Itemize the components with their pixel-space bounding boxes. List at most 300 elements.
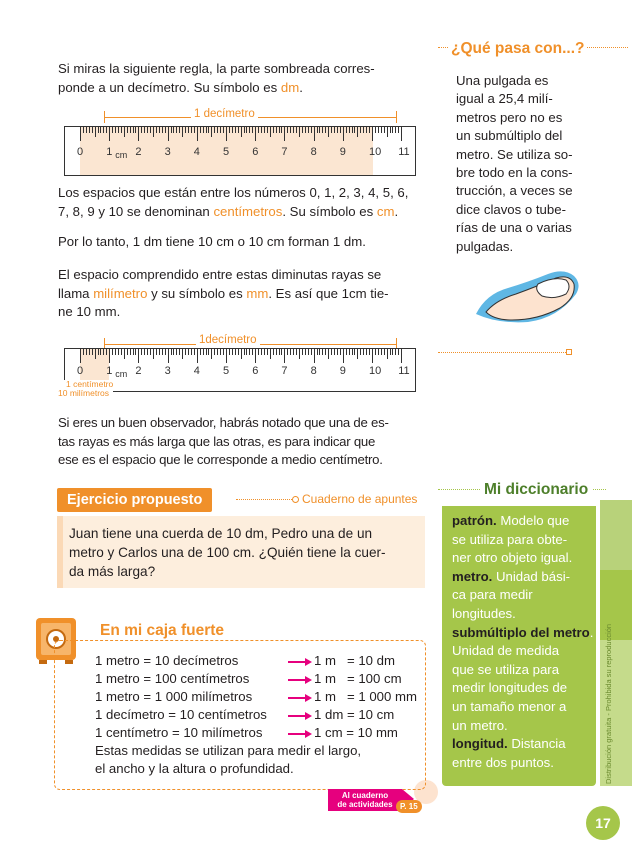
ruler-2-tick xyxy=(179,349,180,355)
ruler-2-tick xyxy=(229,349,230,355)
ruler-2-number: 10 xyxy=(369,365,382,377)
centimeter-line-1: Los espacios que están entre los números 0, 1, 2, 3, 4, 5, 6, xyxy=(58,185,409,200)
ruler-1-dimension-right xyxy=(396,111,397,123)
ruler-2-tick xyxy=(401,349,402,363)
diccionario-term: submúltiplo del metro xyxy=(452,624,590,640)
ruler-2-tick xyxy=(124,349,125,359)
ruler-2-number: 8 xyxy=(310,365,317,377)
ruler-2-number: 3 xyxy=(164,365,171,377)
ruler-1-tick xyxy=(138,127,139,141)
diccionario-entry xyxy=(452,568,596,587)
ruler-1-tick xyxy=(308,127,309,133)
ruler-1-tick xyxy=(392,127,393,133)
ruler-1-tick xyxy=(115,127,116,133)
ejercicio-box xyxy=(57,516,425,588)
ruler-2-tick xyxy=(211,349,212,359)
millimeter-text-2: y su símbolo es xyxy=(151,285,243,301)
ruler-1-tick xyxy=(98,127,99,133)
ruler-1-tick xyxy=(162,127,163,133)
ruler-2-number: 5 xyxy=(223,365,230,377)
arrow-right-icon xyxy=(305,730,312,738)
observer-line-3: ese es el espacio que le corresponde a medio centímetro. xyxy=(58,452,383,467)
ruler-2-tick xyxy=(206,349,207,355)
ruler-2-tick xyxy=(314,349,315,363)
ruler-1-tick xyxy=(378,127,379,133)
ruler-1-tick xyxy=(109,127,110,141)
ruler-2-tick xyxy=(390,349,391,355)
ruler-1-tick xyxy=(153,127,154,137)
ruler-2-tick xyxy=(305,349,306,355)
ruler-1-tick xyxy=(249,127,250,133)
ruler-2-tick xyxy=(357,349,358,359)
ruler-1-tick xyxy=(89,127,90,133)
ejercicio-link-dot xyxy=(292,496,299,503)
ruler-2-tick xyxy=(188,349,189,355)
equivalence-paragraph: Por lo tanto, 1 dm tiene 10 cm o 10 cm forman 1 dm. xyxy=(58,234,366,249)
ejercicio-line: Juan tiene una cuerda de 10 dm, Pedro una de un xyxy=(69,526,373,541)
ruler-2-number: 2 xyxy=(135,365,142,377)
ruler-2-tick xyxy=(258,349,259,355)
ruler-2-note xyxy=(58,380,113,398)
diccionario-entry xyxy=(452,735,596,754)
ruler-1-tick xyxy=(319,127,320,133)
ruler-1-tick xyxy=(340,127,341,133)
ruler-1-tick xyxy=(232,127,233,133)
arrow-line xyxy=(288,679,306,681)
page-reference-badge[interactable]: P. 15 xyxy=(396,800,422,813)
ruler-1-tick xyxy=(267,127,268,133)
ruler-2-number: 0 xyxy=(77,365,84,377)
que-pasa-line: un submúltiplo del xyxy=(456,128,563,144)
ruler-1-tick xyxy=(322,127,323,133)
ruler-2-tick xyxy=(217,349,218,355)
ruler-2-number: 11 xyxy=(398,365,410,377)
ruler-2-tick xyxy=(317,349,318,355)
observer-line-2: tas rayas es más larga que las otras, es para indicar que xyxy=(58,433,376,449)
ruler-2-tick xyxy=(226,349,227,363)
ruler-2-tick xyxy=(208,349,209,355)
diccionario-definition-line: ner otro objeto igual. xyxy=(452,550,573,566)
ruler-1-tick xyxy=(208,127,209,133)
ruler-1-tick xyxy=(331,127,332,133)
ruler-2-tick xyxy=(381,349,382,355)
ruler-2-tick xyxy=(325,349,326,355)
ruler-2-number: 9 xyxy=(339,365,346,377)
ruler-2-tick xyxy=(147,349,148,355)
ruler-1-tick xyxy=(287,127,288,133)
diccionario-definition-line: que se utiliza para xyxy=(452,661,560,677)
diccionario-definition-line: longitudes. xyxy=(452,605,516,621)
ruler-1-tick xyxy=(235,127,236,133)
ruler-1-tick xyxy=(217,127,218,133)
ruler-2-tick xyxy=(156,349,157,355)
ruler-2-tick xyxy=(200,349,201,355)
ruler-2-tick xyxy=(127,349,128,355)
ruler-1-tick xyxy=(314,127,315,141)
observer-line-1: Si eres un buen observador, habrás notado que una de es- xyxy=(58,415,389,430)
ruler-1-tick xyxy=(381,127,382,133)
ejercicio-line: da más larga? xyxy=(69,564,156,579)
diccionario-definition: Distancia xyxy=(507,736,566,752)
ruler-1-number: 11 xyxy=(398,146,410,158)
ruler-2-tick xyxy=(360,349,361,355)
ruler-2-tick xyxy=(162,349,163,355)
diccionario-entry xyxy=(452,624,596,643)
que-pasa-line: pulgadas. xyxy=(456,238,514,254)
ruler-2-tick xyxy=(106,349,107,355)
ruler-2-tick xyxy=(171,349,172,355)
ruler-1-tick xyxy=(395,127,396,133)
caja-footer-2: el ancho y la altura o profundidad. xyxy=(95,761,294,776)
diccionario-definition: Unidad bási- xyxy=(492,568,571,584)
millimeter-text-3: . Es así que 1cm tie- xyxy=(268,285,389,301)
ruler-2-note-mm: 10 milímetros xyxy=(58,388,110,398)
ruler-2-figure xyxy=(58,330,420,400)
ejercicio-line: metro y Carlos una de 100 cm. ¿Quién tiene la cuer- xyxy=(69,545,386,560)
al-cuaderno-badge[interactable] xyxy=(328,789,402,811)
centimeter-text-2: . Su símbolo es xyxy=(282,203,374,219)
ruler-1-tick xyxy=(203,127,204,133)
cuaderno-apuntes-link[interactable]: Cuaderno de apuntes xyxy=(302,492,418,506)
ruler-2-tick xyxy=(238,349,239,355)
diccionario-definition-line: entre dos puntos. xyxy=(452,754,554,770)
ruler-1-tick xyxy=(352,127,353,133)
ruler-2-tick xyxy=(384,349,385,355)
ruler-1-number: 9 xyxy=(339,146,346,158)
ruler-2-number: 4 xyxy=(193,365,200,377)
ruler-1-tick xyxy=(229,127,230,133)
thumb-illustration xyxy=(468,254,588,334)
ruler-1-tick xyxy=(130,127,131,133)
ruler-2-tick xyxy=(302,349,303,355)
cm-symbol: cm xyxy=(376,203,395,219)
ruler-2-tick xyxy=(232,349,233,355)
ruler-1-tick xyxy=(200,127,201,133)
ejercicio-tab: Ejercicio propuesto xyxy=(57,488,212,512)
ruler-1-tick xyxy=(226,127,227,141)
ruler-1-tick xyxy=(369,127,370,133)
ruler-1-number: 4 xyxy=(193,146,200,158)
ruler-1-tick xyxy=(337,127,338,133)
ruler-2-tick xyxy=(223,349,224,355)
ruler-2-tick xyxy=(322,349,323,355)
arrow-line xyxy=(288,661,306,663)
al-cuaderno-line-2: de actividades xyxy=(337,800,393,809)
ruler-1-tick xyxy=(223,127,224,133)
ruler-1-number: 7 xyxy=(281,146,288,158)
arrow-right-icon xyxy=(305,658,312,666)
ruler-2-tick xyxy=(220,349,221,355)
observer-paragraph xyxy=(58,414,424,470)
millimeter-paragraph xyxy=(58,266,424,322)
arrow-line xyxy=(288,715,306,717)
ruler-2-tick xyxy=(95,349,96,359)
ruler-1-tick xyxy=(121,127,122,133)
ruler-1-tick xyxy=(214,127,215,133)
ruler-2-tick xyxy=(264,349,265,355)
ruler-1-label: 1 decímetro xyxy=(191,108,258,120)
ruler-2-tick xyxy=(267,349,268,355)
caja-row-right: 1 cm = 10 mm xyxy=(314,725,398,740)
que-pasa-line: Una pulgada es xyxy=(456,73,549,88)
ruler-1-tick xyxy=(325,127,326,133)
ruler-2-tick xyxy=(185,349,186,355)
diccionario-title: Mi diccionario xyxy=(480,481,592,499)
ruler-2-tick xyxy=(337,349,338,355)
ruler-2-tick xyxy=(334,349,335,355)
ruler-1-tick xyxy=(191,127,192,133)
ruler-1-tick xyxy=(270,127,271,137)
ruler-2-tick xyxy=(299,349,300,359)
ruler-1-tick xyxy=(206,127,207,133)
diccionario-definition-line: ca para medir xyxy=(452,587,533,603)
ruler-2-tick xyxy=(133,349,134,355)
ruler-1-tick xyxy=(173,127,174,133)
ruler-1-tick xyxy=(156,127,157,133)
ruler-1-tick xyxy=(261,127,262,133)
ruler-1-number: 5 xyxy=(223,146,230,158)
ruler-1-tick xyxy=(133,127,134,133)
ruler-1-tick xyxy=(284,127,285,141)
millimeter-line-3: ne 10 mm. xyxy=(58,304,121,319)
ruler-1-tick xyxy=(255,127,256,141)
ruler-1-tick xyxy=(311,127,312,133)
ruler-2-tick xyxy=(261,349,262,355)
ruler-2-label: 1decímetro xyxy=(196,334,260,346)
ruler-2-note-cm: 1 centímetro xyxy=(66,379,114,389)
ruler-1-tick xyxy=(103,127,104,133)
ejercicio-dotted-connector xyxy=(236,499,294,500)
ruler-1-dimension-left xyxy=(104,111,105,123)
page-number: 17 xyxy=(586,806,620,840)
ruler-1-tick xyxy=(244,127,245,133)
ruler-1-tick xyxy=(328,127,329,137)
ruler-1-cm-unit: cm xyxy=(115,150,128,160)
ruler-2-tick xyxy=(349,349,350,355)
intro-period: . xyxy=(299,79,303,95)
ruler-2-tick xyxy=(197,349,198,363)
ruler-2-tick xyxy=(352,349,353,355)
ruler-1-tick xyxy=(150,127,151,133)
ruler-1-tick xyxy=(349,127,350,133)
ruler-2-tick xyxy=(103,349,104,355)
ruler-2-tick xyxy=(98,349,99,355)
que-pasa-line: dice clavos o tube- xyxy=(456,201,566,217)
ruler-2-tick xyxy=(86,349,87,355)
caja-row-right: 1 dm = 10 cm xyxy=(314,707,395,722)
ruler-2-tick xyxy=(308,349,309,355)
que-pasa-line: rías de una o varias xyxy=(456,220,572,236)
ruler-1-tick xyxy=(299,127,300,137)
ruler-1-tick xyxy=(144,127,145,133)
ruler-2-tick xyxy=(398,349,399,355)
ruler-1-tick xyxy=(141,127,142,133)
centimeter-term: centímetros xyxy=(213,203,283,219)
ruler-2-tick xyxy=(112,349,113,355)
caja-row-left: 1 metro = 10 decímetros xyxy=(95,653,239,668)
ruler-2-tick xyxy=(159,349,160,355)
ruler-1-number: 6 xyxy=(252,146,259,158)
ruler-1-tick xyxy=(279,127,280,133)
ruler-2-tick xyxy=(319,349,320,355)
ruler-2-tick xyxy=(241,349,242,359)
que-pasa-line: metro. Se utiliza so- xyxy=(456,146,573,162)
ruler-1 xyxy=(64,126,416,176)
arrow-right-icon xyxy=(305,694,312,702)
que-pasa-bottom-rule xyxy=(438,352,568,353)
ruler-1-number: 10 xyxy=(369,146,382,158)
ruler-2-tick xyxy=(331,349,332,355)
ruler-1-tick xyxy=(220,127,221,133)
distribucion-gratuita-note: Distribución gratuita - Prohibida su reproducción xyxy=(604,623,613,784)
ruler-1-tick xyxy=(112,127,113,133)
arrow-right-icon xyxy=(305,676,312,684)
ruler-1-tick xyxy=(343,127,344,141)
diccionario-definition: Modelo que xyxy=(496,513,570,528)
ruler-2-tick xyxy=(89,349,90,355)
ruler-2-tick xyxy=(80,349,81,363)
ruler-1-tick xyxy=(290,127,291,133)
ruler-1-tick xyxy=(100,127,101,133)
millimeter-line-2 xyxy=(58,285,424,304)
arrow-line xyxy=(288,733,306,735)
caja-row-right: 1 m = 10 dm xyxy=(314,653,395,668)
ruler-1-tick xyxy=(86,127,87,133)
ruler-1-tick xyxy=(188,127,189,133)
ruler-1-number: 8 xyxy=(310,146,317,158)
ruler-2-tick xyxy=(135,349,136,355)
caja-row-left: 1 decímetro = 10 centímetros xyxy=(95,707,267,722)
ruler-1-tick xyxy=(334,127,335,133)
ruler-2-tick xyxy=(369,349,370,355)
que-pasa-text xyxy=(456,72,608,256)
dm-symbol: dm xyxy=(280,79,300,95)
ruler-1-tick xyxy=(176,127,177,133)
millimeter-text: llama xyxy=(58,285,90,301)
ruler-1-tick xyxy=(354,127,355,133)
ruler-2-tick xyxy=(290,349,291,355)
ruler-2-tick xyxy=(138,349,139,363)
diccionario-definition-line: un metro. xyxy=(452,717,508,733)
ruler-2-tick xyxy=(194,349,195,355)
ruler-1-tick xyxy=(293,127,294,133)
ruler-2-tick xyxy=(92,349,93,355)
millimeter-line-1: El espacio comprendido entre estas diminutas rayas se xyxy=(58,267,382,282)
intro-paragraph xyxy=(58,60,424,97)
ruler-2-tick xyxy=(168,349,169,363)
ruler-2-tick xyxy=(109,349,110,363)
ruler-2-tick xyxy=(328,349,329,359)
ruler-1-tick xyxy=(197,127,198,141)
ruler-2-tick xyxy=(375,349,376,355)
ruler-1-tick xyxy=(375,127,376,133)
ruler-1-number: 3 xyxy=(164,146,171,158)
que-pasa-end-marker xyxy=(566,349,572,355)
ruler-2-tick xyxy=(340,349,341,355)
arrow-right-icon xyxy=(305,712,312,720)
diccionario-term: longitud. xyxy=(452,736,508,752)
diccionario-entry xyxy=(452,512,596,531)
ruler-2-number: 1 xyxy=(106,365,113,377)
ruler-1-tick xyxy=(398,127,399,133)
ruler-1-tick xyxy=(135,127,136,133)
thumb-icon xyxy=(468,254,588,334)
que-pasa-line: metros pero no es xyxy=(456,109,563,125)
millimeter-term: milímetro xyxy=(93,285,148,301)
ruler-1-tick xyxy=(127,127,128,133)
ruler-2-tick xyxy=(378,349,379,355)
diccionario-definition: . xyxy=(589,624,594,640)
ruler-2-tick xyxy=(141,349,142,355)
ruler-1-tick xyxy=(273,127,274,133)
ruler-1-tick xyxy=(346,127,347,133)
ruler-2-tick xyxy=(395,349,396,355)
diccionario-term: patrón. xyxy=(452,513,497,528)
ruler-2-tick xyxy=(354,349,355,355)
ruler-1-tick xyxy=(302,127,303,133)
intro-line-2 xyxy=(58,79,424,98)
ruler-1-tick xyxy=(118,127,119,133)
ruler-2-tick xyxy=(372,349,373,363)
intro-line-1: Si miras la siguiente regla, la parte sombreada corres- xyxy=(58,61,375,76)
ruler-2-tick xyxy=(153,349,154,359)
ruler-2-tick xyxy=(296,349,297,355)
ruler-1-tick xyxy=(182,127,183,137)
que-pasa-line: bre todo en la cons- xyxy=(456,165,573,181)
ruler-1-tick xyxy=(258,127,259,133)
ruler-2-tick xyxy=(214,349,215,355)
ruler-1-tick xyxy=(179,127,180,133)
ruler-1-tick xyxy=(241,127,242,137)
ruler-2-tick xyxy=(235,349,236,355)
diccionario-definition-line: medir longitudes de xyxy=(452,680,568,696)
intro-text: ponde a un decímetro. Su símbolo es xyxy=(58,79,278,95)
ruler-2-tick xyxy=(246,349,247,355)
ruler-1-tick xyxy=(147,127,148,133)
ruler-1-tick xyxy=(106,127,107,133)
diccionario-definition-line: se utiliza para obte- xyxy=(452,531,568,547)
ruler-2-tick xyxy=(121,349,122,355)
ruler-2-tick xyxy=(252,349,253,355)
caja-row-left: 1 centímetro = 10 milímetros xyxy=(95,725,263,740)
ruler-2-tick xyxy=(118,349,119,355)
ruler-1-tick xyxy=(384,127,385,133)
ruler-2-tick xyxy=(281,349,282,355)
ruler-1-tick xyxy=(80,127,81,141)
ruler-1-tick xyxy=(92,127,93,133)
centimeter-text: 7, 8, 9 y 10 se denominan xyxy=(58,203,210,219)
ruler-2-number: 7 xyxy=(281,365,288,377)
ruler-1-number: 1 xyxy=(106,146,113,158)
ruler-2-tick xyxy=(173,349,174,355)
ruler-2-tick xyxy=(366,349,367,355)
ruler-2-tick xyxy=(284,349,285,363)
ruler-1-tick xyxy=(264,127,265,133)
ruler-1-tick xyxy=(357,127,358,137)
diccionario-definition-line: un tamaño menor a xyxy=(452,698,567,714)
caja-row-right: 1 m = 1 000 mm xyxy=(314,689,417,704)
diccionario-text xyxy=(452,512,596,772)
ruler-2-tick xyxy=(343,349,344,363)
ruler-2-tick xyxy=(363,349,364,355)
ruler-1-number: 2 xyxy=(135,146,142,158)
ruler-1-tick xyxy=(305,127,306,133)
centimeter-period: . xyxy=(394,203,399,219)
ruler-2-tick xyxy=(346,349,347,355)
ruler-2-tick xyxy=(176,349,177,355)
ruler-2-tick xyxy=(311,349,312,355)
ruler-2-tick xyxy=(165,349,166,355)
